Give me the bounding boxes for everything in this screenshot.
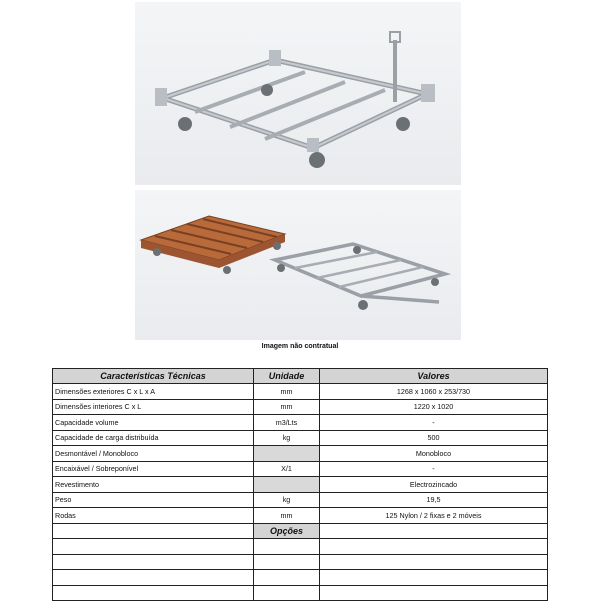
row-label: Capacidade volume bbox=[53, 415, 254, 431]
table-row bbox=[53, 415, 548, 431]
empty-cell bbox=[320, 570, 548, 586]
empty-cell bbox=[254, 539, 320, 555]
row-unit: kg bbox=[254, 430, 320, 446]
row-label: Peso bbox=[53, 492, 254, 508]
row-unit bbox=[254, 446, 320, 462]
trolley-illustration bbox=[135, 2, 461, 185]
empty-cell bbox=[320, 554, 548, 570]
header-values: Valores bbox=[320, 369, 548, 384]
empty-cell bbox=[254, 570, 320, 586]
table-row bbox=[53, 508, 548, 524]
row-value: - bbox=[320, 415, 548, 431]
row-value: 19,5 bbox=[320, 492, 548, 508]
row-unit: X/1 bbox=[254, 461, 320, 477]
row-label: Dimensões exteriores C x L x A bbox=[53, 384, 254, 400]
table-row bbox=[53, 384, 548, 400]
row-value: Monobloco bbox=[320, 446, 548, 462]
row-unit bbox=[254, 477, 320, 493]
product-photo-with-pallet bbox=[135, 190, 461, 340]
empty-cell bbox=[254, 554, 320, 570]
product-photo-trolley bbox=[135, 2, 461, 185]
header-characteristics: Características Técnicas bbox=[53, 369, 254, 384]
row-value: Electrozincado bbox=[320, 477, 548, 493]
empty-cell bbox=[53, 570, 254, 586]
row-label: Dimensões interiores C x L bbox=[53, 399, 254, 415]
row-value: 1220 x 1020 bbox=[320, 399, 548, 415]
options-blank bbox=[320, 523, 548, 539]
row-value: - bbox=[320, 461, 548, 477]
empty-row bbox=[53, 585, 548, 601]
row-label: Encaixável / Sobreponível bbox=[53, 461, 254, 477]
empty-cell bbox=[53, 539, 254, 555]
empty-row bbox=[53, 554, 548, 570]
empty-cell bbox=[254, 585, 320, 601]
options-title: Opções bbox=[254, 523, 320, 539]
row-label: Rodas bbox=[53, 508, 254, 524]
row-label: Capacidade de carga distribuída bbox=[53, 430, 254, 446]
image-disclaimer: Imagem não contratual bbox=[261, 343, 339, 350]
row-unit: kg bbox=[254, 492, 320, 508]
empty-cell bbox=[320, 539, 548, 555]
table-row bbox=[53, 446, 548, 462]
table-row bbox=[53, 492, 548, 508]
row-unit: mm bbox=[254, 399, 320, 415]
row-label: Revestimento bbox=[53, 477, 254, 493]
row-unit: mm bbox=[254, 384, 320, 400]
empty-cell bbox=[53, 585, 254, 601]
options-header-row bbox=[53, 523, 548, 539]
empty-row bbox=[53, 539, 548, 555]
table-header-row bbox=[53, 369, 548, 384]
row-unit: m3/Lts bbox=[254, 415, 320, 431]
empty-cell bbox=[320, 585, 548, 601]
empty-cell bbox=[53, 554, 254, 570]
pallet-illustration bbox=[135, 190, 461, 340]
technical-specs-table bbox=[52, 368, 548, 601]
row-label: Desmontável / Monobloco bbox=[53, 446, 254, 462]
table-row bbox=[53, 399, 548, 415]
row-value: 125 Nylon / 2 fixas e 2 móveis bbox=[320, 508, 548, 524]
options-blank bbox=[53, 523, 254, 539]
table-row bbox=[53, 461, 548, 477]
row-value: 500 bbox=[320, 430, 548, 446]
header-unit: Unidade bbox=[254, 369, 320, 384]
table-row bbox=[53, 430, 548, 446]
row-unit: mm bbox=[254, 508, 320, 524]
table-row bbox=[53, 477, 548, 493]
row-value: 1268 x 1060 x 253/730 bbox=[320, 384, 548, 400]
empty-row bbox=[53, 570, 548, 586]
